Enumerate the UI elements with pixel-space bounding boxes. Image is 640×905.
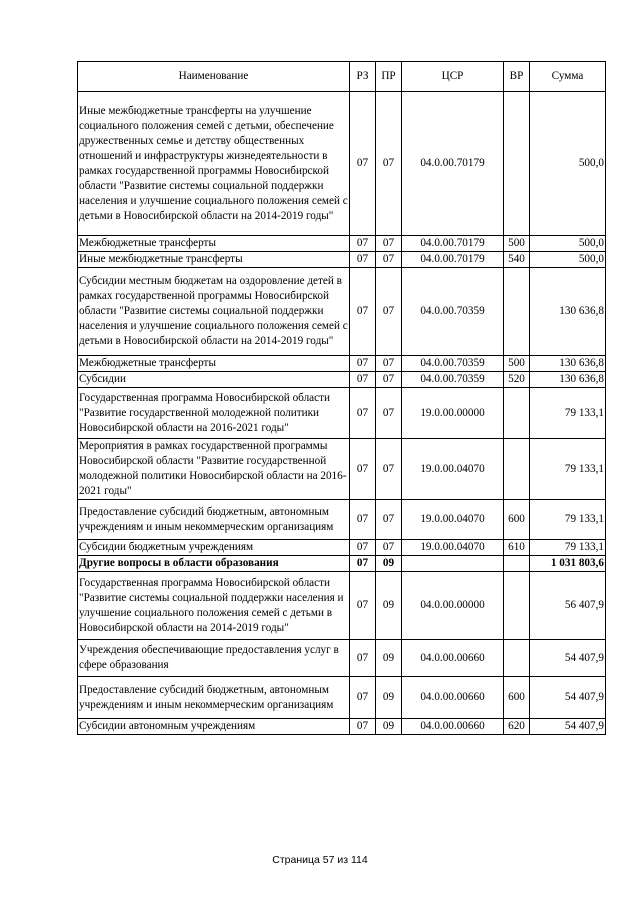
row-pr-cell: 09 [376,556,402,572]
budget-table [77,61,606,735]
row-csr-cell: 04.0.00.00660 [402,719,504,735]
row-pr-cell: 09 [376,677,402,719]
row-rz-cell: 07 [350,540,376,556]
table-row [78,388,606,439]
row-sum-cell: 79 133,1 [530,540,606,556]
row-vr-cell: 520 [504,372,530,388]
header-csr: ЦСР [402,62,504,92]
row-pr-cell: 07 [376,372,402,388]
row-rz-cell: 07 [350,268,376,356]
row-name-cell: Другие вопросы в области образования [78,556,350,572]
row-name-cell: Межбюджетные трансферты [78,236,350,252]
row-rz-cell: 07 [350,677,376,719]
row-vr-cell [504,92,530,236]
row-sum-cell: 500,0 [530,236,606,252]
row-csr-cell: 19.0.00.04070 [402,500,504,540]
row-csr-cell: 04.0.00.70359 [402,268,504,356]
row-csr-cell: 04.0.00.70179 [402,252,504,268]
header-rz: РЗ [350,62,376,92]
row-vr-cell [504,640,530,677]
row-pr-cell: 07 [376,500,402,540]
row-sum-cell: 500,0 [530,92,606,236]
row-vr-cell: 610 [504,540,530,556]
row-name-cell: Субсидии бюджетным учреждениям [78,540,350,556]
row-vr-cell: 500 [504,356,530,372]
row-pr-cell: 07 [376,268,402,356]
row-name-cell: Субсидии [78,372,350,388]
table-row [78,372,606,388]
row-sum-cell: 54 407,9 [530,640,606,677]
table-row [78,439,606,500]
row-name-cell: Мероприятия в рамках государственной программы Новосибирской области "Развитие государственной молодежной политики Новосибирской области на 2016-2021 годы" [78,439,350,500]
row-name-cell: Предоставление субсидий бюджетным, автономным учреждениям и иным некоммерческим организациям [78,677,350,719]
table-header-row [78,62,606,92]
row-rz-cell: 07 [350,572,376,640]
row-pr-cell: 07 [376,388,402,439]
row-pr-cell: 09 [376,640,402,677]
row-name-cell: Межбюджетные трансферты [78,356,350,372]
row-sum-cell: 130 636,8 [530,268,606,356]
row-name-cell: Иные межбюджетные трансферты [78,252,350,268]
row-name-cell: Учреждения обеспечивающие предоставления услуг в сфере образования [78,640,350,677]
row-vr-cell: 540 [504,252,530,268]
row-sum-cell: 130 636,8 [530,372,606,388]
table-row [78,572,606,640]
row-rz-cell: 07 [350,236,376,252]
row-pr-cell: 09 [376,719,402,735]
row-pr-cell: 09 [376,572,402,640]
row-csr-cell: 04.0.00.00660 [402,640,504,677]
row-sum-cell: 79 133,1 [530,500,606,540]
table-row [78,92,606,236]
row-sum-cell: 79 133,1 [530,388,606,439]
row-vr-cell [504,572,530,640]
row-csr-cell: 04.0.00.00660 [402,677,504,719]
row-csr-cell: 19.0.00.00000 [402,388,504,439]
row-rz-cell: 07 [350,439,376,500]
table-row [78,556,606,572]
row-name-cell: Субсидии автономным учреждениям [78,719,350,735]
page-number: Страница 57 из 114 [272,854,368,866]
row-sum-cell: 79 133,1 [530,439,606,500]
row-pr-cell: 07 [376,439,402,500]
row-vr-cell: 600 [504,677,530,719]
table-row [78,356,606,372]
row-rz-cell: 07 [350,372,376,388]
header-vr: ВР [504,62,530,92]
row-vr-cell: 500 [504,236,530,252]
row-csr-cell: 04.0.00.70179 [402,236,504,252]
row-rz-cell: 07 [350,556,376,572]
row-csr-cell: 04.0.00.00000 [402,572,504,640]
row-vr-cell [504,388,530,439]
row-name-cell: Иные межбюджетные трансферты на улучшение социального положения семей с детьми, обеспечение дружественных семье и детству общественных отношений и инфраструктуры жизнедеятельности в рамках государственной программы Новосибирской области "Развитие системы социальной поддержки населения и улучшение социального положения семей с детьми в Новосибирской области на 2014-2019 годы" [78,92,350,236]
table-row [78,236,606,252]
table-body [78,92,606,735]
row-csr-cell [402,556,504,572]
table-row [78,640,606,677]
row-rz-cell: 07 [350,640,376,677]
row-sum-cell: 1 031 803,6 [530,556,606,572]
row-vr-cell [504,439,530,500]
row-pr-cell: 07 [376,92,402,236]
row-pr-cell: 07 [376,540,402,556]
table-row [78,540,606,556]
row-rz-cell: 07 [350,92,376,236]
row-sum-cell: 500,0 [530,252,606,268]
table-row [78,252,606,268]
header-sum: Сумма [530,62,606,92]
table-row [78,268,606,356]
row-sum-cell: 54 407,9 [530,719,606,735]
row-sum-cell: 56 407,9 [530,572,606,640]
row-rz-cell: 07 [350,356,376,372]
row-name-cell: Государственная программа Новосибирской области "Развитие системы социальной поддержки населения и улучшение социального положения семей с детьми в Новосибирской области на 2014-2019 годы" [78,572,350,640]
row-vr-cell [504,556,530,572]
row-pr-cell: 07 [376,236,402,252]
row-csr-cell: 04.0.00.70179 [402,92,504,236]
row-csr-cell: 19.0.00.04070 [402,439,504,500]
row-rz-cell: 07 [350,719,376,735]
row-name-cell: Субсидии местным бюджетам на оздоровление детей в рамках государственной программы Новосибирской области "Развитие системы социальной поддержки населения и улучшение социального положения семей с детьми в Новосибирской области на 2014-2019 годы" [78,268,350,356]
row-sum-cell: 54 407,9 [530,677,606,719]
header-name: Наименование [78,62,350,92]
row-vr-cell: 620 [504,719,530,735]
row-csr-cell: 19.0.00.04070 [402,540,504,556]
row-vr-cell [504,268,530,356]
row-rz-cell: 07 [350,252,376,268]
table-row [78,719,606,735]
table-row [78,677,606,719]
row-pr-cell: 07 [376,252,402,268]
row-vr-cell: 600 [504,500,530,540]
row-name-cell: Предоставление субсидий бюджетным, автономным учреждениям и иным некоммерческим организациям [78,500,350,540]
row-rz-cell: 07 [350,388,376,439]
row-csr-cell: 04.0.00.70359 [402,356,504,372]
row-pr-cell: 07 [376,356,402,372]
row-name-cell: Государственная программа Новосибирской области "Развитие государственной молодежной политики Новосибирской области на 2016-2021 годы" [78,388,350,439]
table-row [78,500,606,540]
header-pr: ПР [376,62,402,92]
row-sum-cell: 130 636,8 [530,356,606,372]
row-rz-cell: 07 [350,500,376,540]
row-csr-cell: 04.0.00.70359 [402,372,504,388]
